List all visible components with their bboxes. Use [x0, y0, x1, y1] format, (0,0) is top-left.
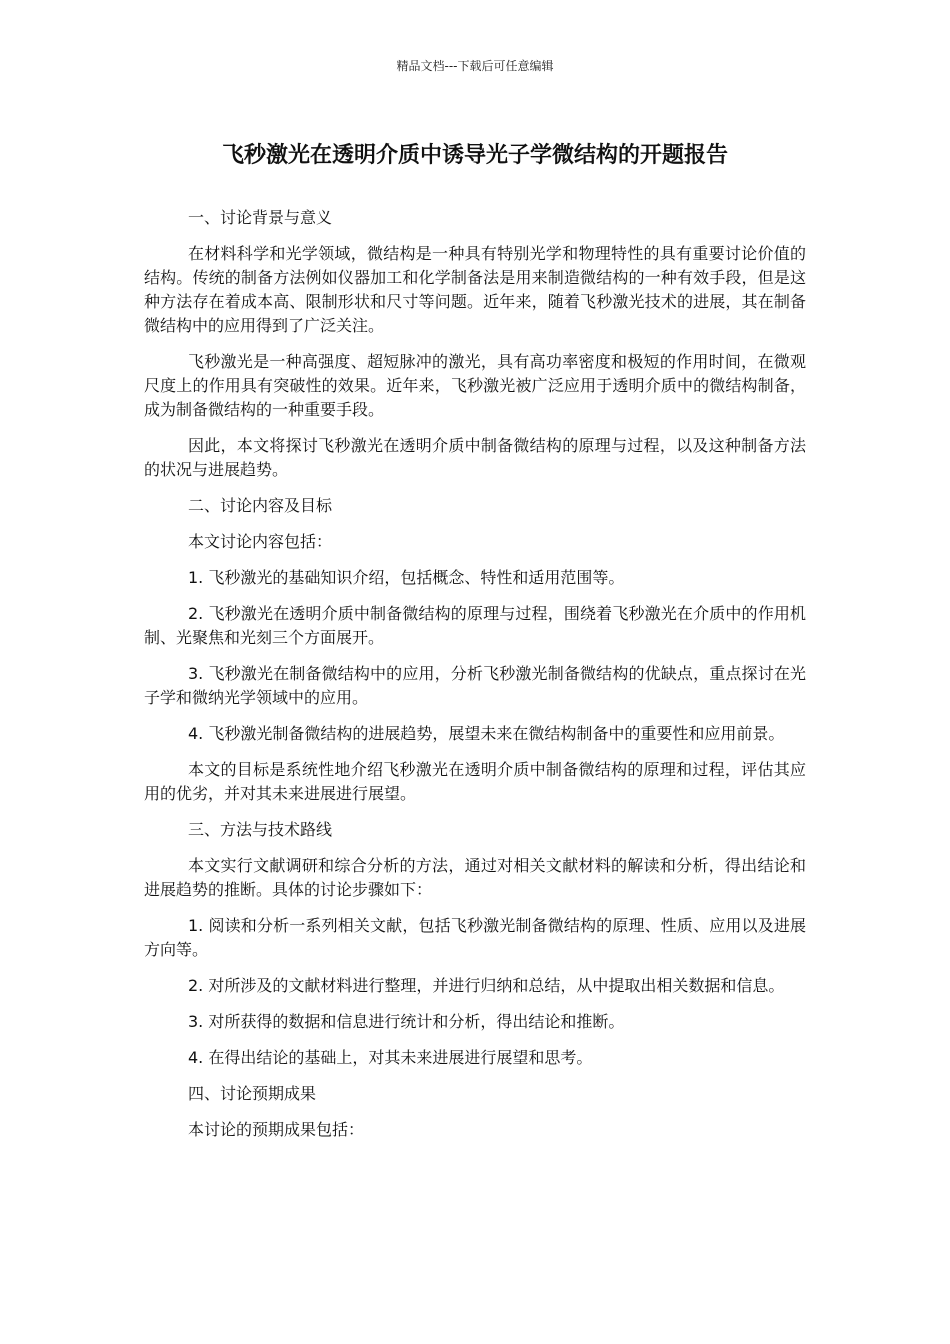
section-heading-expected-results: 四、讨论预期成果 [188, 1084, 317, 1103]
section-heading-background: 一、讨论背景与意义 [188, 208, 333, 227]
section-heading-content-goals: 二、讨论内容及目标 [188, 496, 333, 515]
list-item: 4. 在得出结论的基础上，对其未来进展进行展望和思考。 [188, 1048, 593, 1067]
list-item: 1. 飞秒激光的基础知识介绍，包括概念、特性和适用范围等。 [188, 568, 625, 587]
list-item: 3. 飞秒激光在制备微结构中的应用，分析飞秒激光制备微结构的优缺点，重点探讨在光子学和微纳光学领域中的应用。 [144, 664, 806, 707]
paragraph: 本讨论的预期成果包括： [188, 1120, 365, 1139]
list-item: 3. 对所获得的数据和信息进行统计和分析，得出结论和推断。 [188, 1012, 625, 1031]
paragraph: 飞秒激光是一种高强度、超短脉冲的激光，具有高功率密度和极短的作用时间，在微观尺度上的作用具有突破性的效果。近年来，飞秒激光被广泛应用于透明介质中的微结构制备，成为制备微结构的一种重要手段。 [144, 352, 806, 419]
paragraph: 因此，本文将探讨飞秒激光在透明介质中制备微结构的原理与过程，以及这种制备方法的状况与进展趋势。 [144, 436, 806, 479]
list-item: 2. 对所涉及的文献材料进行整理，并进行归纳和总结，从中提取出相关数据和信息。 [188, 976, 785, 995]
list-item: 1. 阅读和分析一系列相关文献，包括飞秒激光制备微结构的原理、性质、应用以及进展方向等。 [144, 916, 806, 959]
page-header-watermark: 精品文档---下载后可任意编辑 [396, 59, 554, 73]
document-title: 飞秒激光在透明介质中诱导光子学微结构的开题报告 [221, 143, 728, 168]
paragraph: 在材料科学和光学领域，微结构是一种具有特别光学和物理特性的具有重要讨论价值的结构。传统的制备方法例如仪器加工和化学制备法是用来制造微结构的一种有效手段，但是这种方法存在着成本高、限制形状和尺寸等问题。近年来，随着飞秒激光技术的进展，其在制备微结构中的应用得到了广泛关注。 [144, 244, 806, 335]
section-heading-methods: 三、方法与技术路线 [188, 820, 333, 839]
paragraph: 本文的目标是系统性地介绍飞秒激光在透明介质中制备微结构的原理和过程，评估其应用的优劣，并对其未来进展进行展望。 [144, 760, 806, 803]
list-item: 4. 飞秒激光制备微结构的进展趋势，展望未来在微结构制备中的重要性和应用前景。 [188, 724, 785, 743]
paragraph: 本文讨论内容包括： [188, 532, 333, 551]
document-body [144, 206, 806, 1154]
list-item: 2. 飞秒激光在透明介质中制备微结构的原理与过程，围绕着飞秒激光在介质中的作用机制、光聚焦和光刻三个方面展开。 [144, 604, 806, 647]
paragraph: 本文实行文献调研和综合分析的方法，通过对相关文献材料的解读和分析，得出结论和进展趋势的推断。具体的讨论步骤如下： [144, 856, 806, 899]
